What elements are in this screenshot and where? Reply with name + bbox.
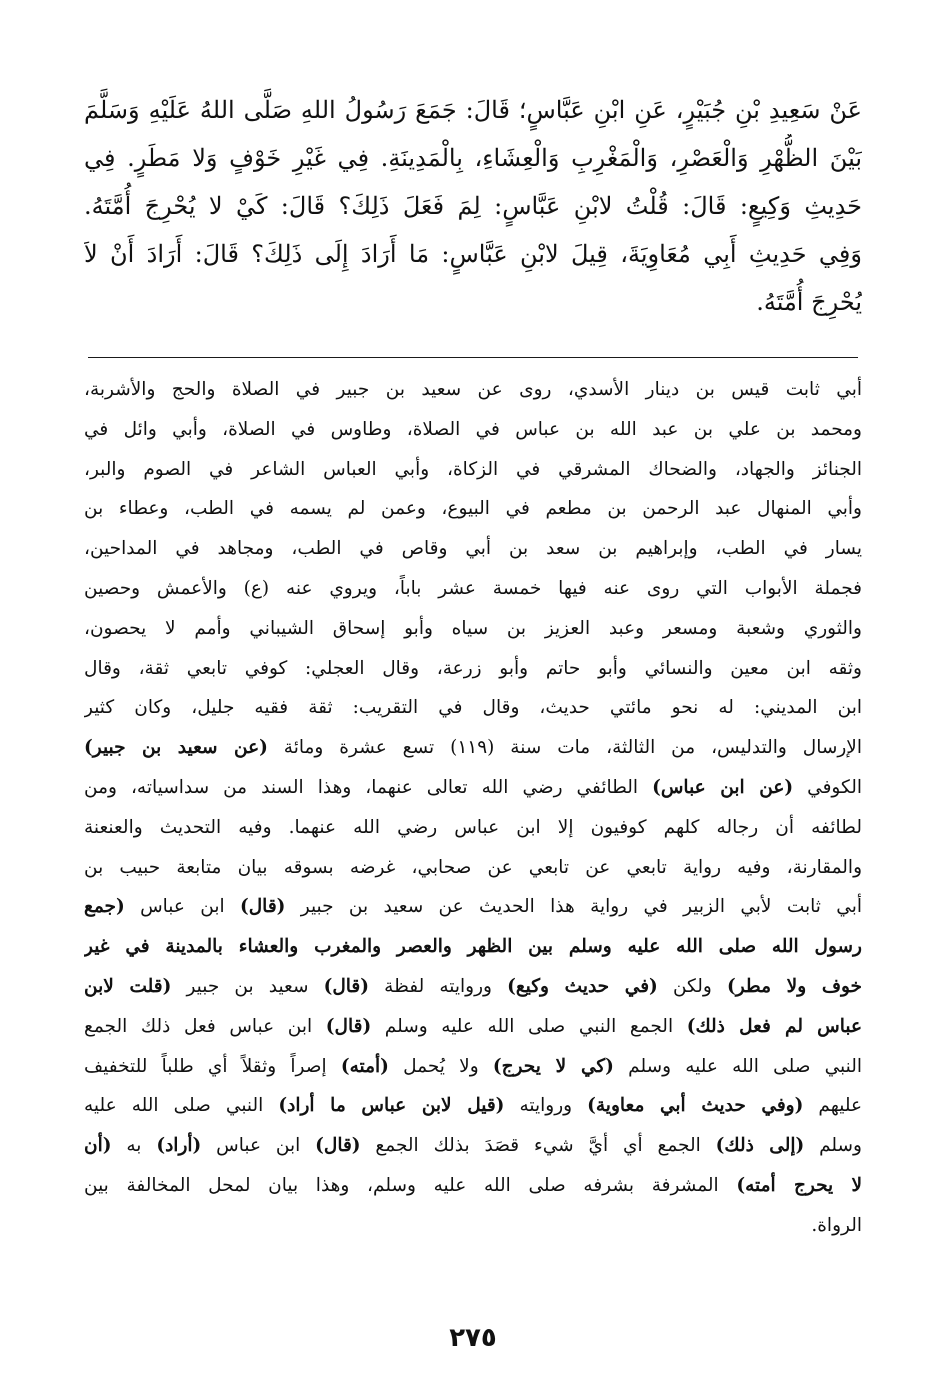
hadith-line: حَدِيثِ وَكِيعٍ: قَالَ: قُلْتُ لابْنِ عَبَّاسٍ: لِمَ فَعَلَ ذَلِكَ؟ قَالَ: كَيْ لا يُحْرِجَ أُمَّتَهُ.	[84, 192, 862, 220]
commentary-text-run: الجمع النبي صلى الله عليه وسلم	[371, 1015, 687, 1037]
commentary-text-run: ابن عباس	[124, 896, 240, 918]
commentary-line	[84, 489, 862, 529]
commentary-text-run: عليهم	[803, 1095, 862, 1117]
commentary-text-run: به	[111, 1135, 157, 1157]
commentary-text-run: الإرسال والتدليس، من الثالثة، مات سنة (١١٩) تسع عشرة ومائة	[267, 737, 862, 759]
commentary-line	[84, 927, 862, 967]
bold-quoted-text: خوف ولا مطر)	[726, 975, 862, 997]
hadith-line: يُحْرِجَ أُمَّتَهُ.	[756, 288, 862, 316]
bold-quoted-text: (وفي حديث أبي معاوية)	[587, 1095, 804, 1117]
commentary-text-run: ابن المديني: له نحو مائتي حديث، وقال في التقريب: ثقة فقيه جليل، وكان كثير	[84, 697, 862, 719]
commentary-line	[84, 410, 862, 450]
bold-quoted-text: لا يحرج أمته)	[736, 1174, 862, 1196]
bold-quoted-text: (قال)	[239, 896, 286, 918]
bold-quoted-text: رسول الله صلى الله عليه وسلم بين الظهر والعصر والمغرب والعشاء بالمدينة في غير	[84, 936, 862, 958]
footnote-separator-line	[88, 357, 858, 358]
commentary-text-run: والثوري وشعبة ومسعر وعبد العزيز بن سياه وأبو إسحاق الشيباني وأمم لا يحصون،	[84, 617, 862, 639]
commentary-text-run: الكوفي	[793, 776, 862, 798]
commentary-text-run: فجملة الأبواب التي روى عنه فيها خمسة عشر باباً، ويروي عنه (ع) والأعمش وحصين	[84, 577, 862, 599]
commentary-text-run: الجمع أي أيَّ شيء قصَدَ بذلك الجمع	[360, 1135, 716, 1157]
hadith-line: بَيْنَ الظُّهْرِ وَالْعَصْرِ، وَالْمَغْرِبِ وَالْعِشَاءِ، بِالْمَدِينَةِ. فِي غَيْرِ خَوْفٍ وَلا مَطَرٍ. فِي	[84, 144, 862, 172]
commentary-line	[84, 450, 862, 490]
commentary-line	[84, 569, 862, 609]
commentary-text-run: ولا يُحمل	[388, 1055, 493, 1077]
commentary-text-run: وروايته	[504, 1095, 588, 1117]
bold-quoted-text: (في حديث وكيع)	[507, 975, 658, 997]
commentary-text-run: الرواة.	[811, 1214, 862, 1236]
commentary-text-run: والمقارنة، وفيه رواية تابعي عن تابعي عن صحابي، غرضه بسوقه بيان متابعة حبيب بن	[84, 856, 862, 878]
hadith-line: وَفِي حَدِيثِ أَبِي مُعَاوِيَةَ، قِيلَ لابْنِ عَبَّاسٍ: مَا أَرَادَ إِلَى ذَلِكَ؟ قَالَ: أَرَادَ أَنْ لاَ	[84, 240, 862, 268]
commentary-line	[84, 728, 862, 768]
bold-quoted-text: عباس لم فعل ذلك)	[686, 1015, 862, 1037]
commentary-text-run: وأبي المنهال عبد الرحمن بن مطعم في البيوع، وعمن لم يسمه في الطب، وعطاء بن	[84, 498, 862, 520]
bold-quoted-text: (كي لا يحرج)	[492, 1055, 614, 1077]
commentary-text-run: ومحمد بن علي بن عبد الله بن عباس في الصلاة، وطاوس في الصلاة، وأبي وائل في	[84, 418, 862, 440]
bold-quoted-text: (قيل لابن عباس ما أراد)	[278, 1095, 505, 1117]
commentary-line	[84, 649, 862, 689]
commentary-text	[84, 370, 862, 1246]
commentary-line	[84, 967, 862, 1007]
page-number: ٢٧٥	[449, 1323, 497, 1353]
bold-quoted-text: (عن سعيد بن جبير)	[84, 737, 268, 759]
commentary-text-run: إصراً وثقلاً أي طلباً للتخفيف	[84, 1055, 341, 1077]
commentary-line	[84, 887, 862, 927]
bold-quoted-text: (قلت لابن	[84, 975, 172, 997]
commentary-line	[84, 848, 862, 888]
commentary-line	[84, 808, 862, 848]
bold-quoted-text: (أراد)	[156, 1135, 202, 1157]
hadith-text	[84, 86, 862, 326]
commentary-line	[84, 609, 862, 649]
bold-quoted-text: (قال)	[323, 975, 370, 997]
commentary-text-run: النبي صلى الله عليه	[84, 1095, 279, 1117]
bold-quoted-text: (قال)	[325, 1015, 372, 1037]
commentary-text-run: الجنائز والجهاد، والضحاك المشرقي في الزكاة، وأبي العباس الشاعر في الصوم والبر،	[84, 458, 862, 480]
commentary-line	[84, 1166, 862, 1206]
commentary-text-run: الطائفي رضي الله تعالى عنهما، وهذا السند من سداسياته، ومن	[84, 776, 653, 798]
bold-quoted-text: (جمع	[84, 896, 125, 918]
bold-quoted-text: (أمته)	[340, 1055, 389, 1077]
commentary-line	[84, 1007, 862, 1047]
commentary-text-run: ابن عباس	[201, 1135, 316, 1157]
bold-quoted-text: (إلى ذلك)	[715, 1135, 805, 1157]
commentary-line	[84, 1047, 862, 1087]
commentary-line	[84, 768, 862, 808]
commentary-text-run: سعيد بن جبير	[171, 975, 324, 997]
commentary-text-run: وثقه ابن معين والنسائي وأبو حاتم وأبو زرعة، وقال العجلي: كوفي تابعي ثقة، وقال	[84, 657, 862, 679]
bold-quoted-text: (أن	[84, 1135, 112, 1157]
commentary-text-run: وروايته لفظة	[369, 975, 508, 997]
commentary-text-run: ابن عباس فعل ذلك الجمع	[84, 1015, 326, 1037]
commentary-line	[84, 688, 862, 728]
bold-quoted-text: (قال)	[315, 1135, 361, 1157]
commentary-text-run: لطائفه أن رجاله كلهم كوفيون إلا ابن عباس رضي الله عنهما. وفيه التحديث والعنعنة	[84, 816, 862, 838]
commentary-line	[84, 370, 862, 410]
bold-quoted-text: (عن ابن عباس)	[652, 776, 794, 798]
commentary-line	[84, 1126, 862, 1166]
hadith-line: عَنْ سَعِيدِ بْنِ جُبَيْرٍ، عَنِ ابْنِ عَبَّاسٍ؛ قَالَ: جَمَعَ رَسُولُ اللهِ صَلَّى اللهُ عَلَيْهِ وَسَلَّمَ	[84, 96, 862, 124]
commentary-text-run: المشرفة بشرفه صلى الله عليه وسلم، وهذا بيان لمحل المخالفة بين	[84, 1174, 737, 1196]
commentary-text-run: يسار في الطب، وإبراهيم بن سعد بن أبي وقاص في الطب، ومجاهد في المداحين،	[84, 538, 862, 560]
commentary-text-run: ولكن	[657, 975, 727, 997]
commentary-text-run: وسلم	[804, 1135, 862, 1157]
commentary-text-run: أبي ثابت لأبي الزبير في رواية هذا الحديث عن سعيد بن جبير	[285, 896, 862, 918]
commentary-text-run: النبي صلى الله عليه وسلم	[613, 1055, 862, 1077]
commentary-line	[84, 1086, 862, 1126]
commentary-line	[84, 1206, 862, 1246]
commentary-text-run: أبي ثابت قيس بن دينار الأسدي، روى عن سعيد بن جبير في الصلاة والحج والأشربة،	[84, 379, 862, 400]
commentary-line	[84, 529, 862, 569]
